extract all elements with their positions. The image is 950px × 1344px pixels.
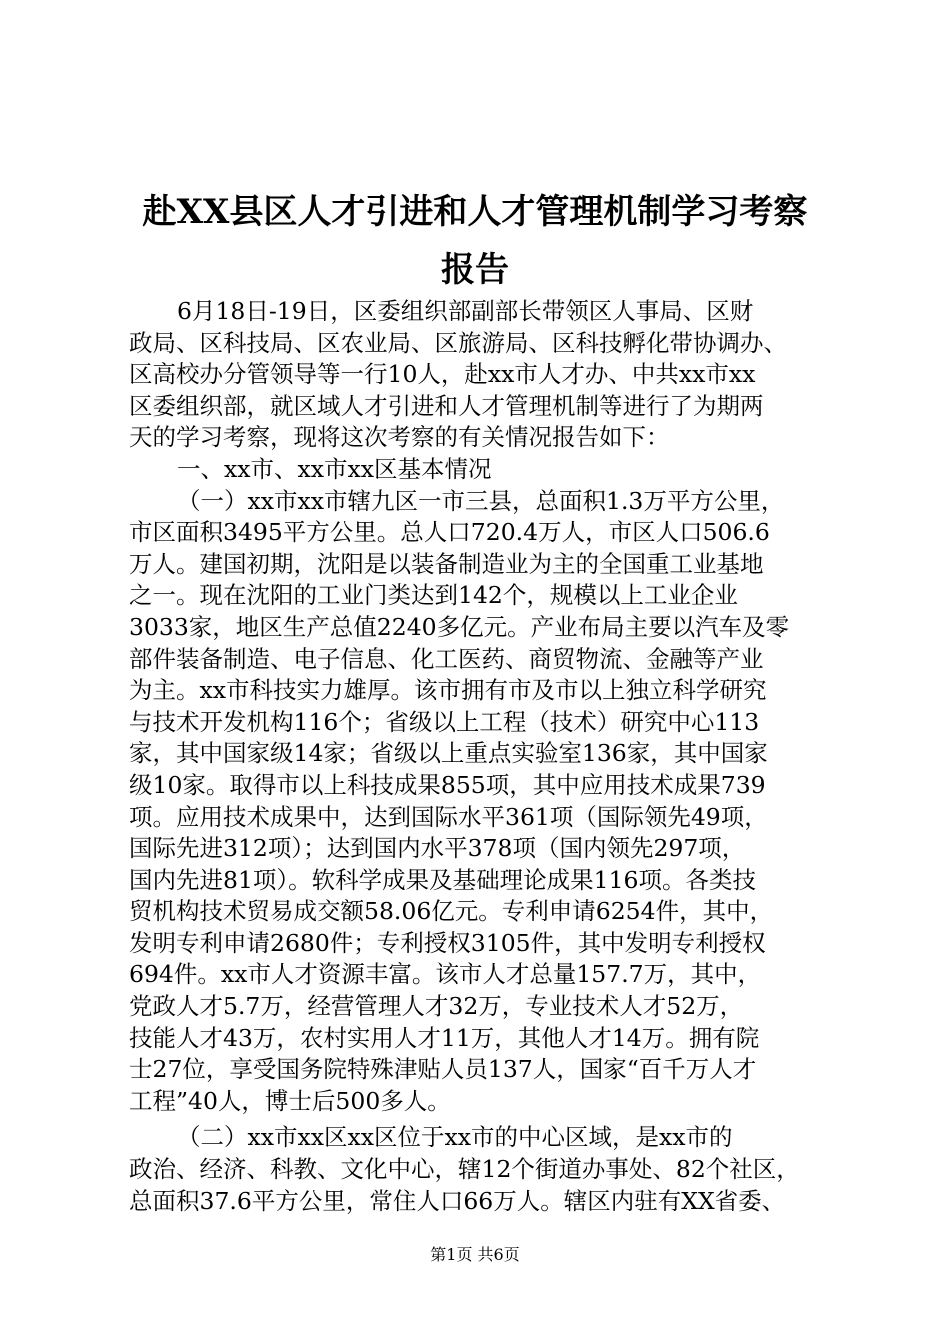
body-line: 贸机构技术贸易成交额58.06亿元。专利申请6254件，其中， — [129, 897, 774, 926]
body-line: 为主。xx市科技实力雄厚。该市拥有市及市以上独立科学研究 — [129, 676, 767, 705]
body-line: 国际先进312项）；达到国内水平378项（国内领先297项， — [129, 834, 746, 863]
body-line: 家，其中国家级14家；省级以上重点实验室136家，其中国家 — [129, 739, 768, 768]
body-line: 万人。建国初期，沈阳是以装备制造业为主的全国重工业基地 — [129, 549, 764, 578]
body-line: 工程”40人，博士后500多人。 — [129, 1086, 451, 1115]
body-line: 之一。现在沈阳的工业门类达到142个，规模以上工业企业 — [129, 581, 738, 610]
body-line: 694件。xx市人才资源丰富。该市人才总量157.7万，其中， — [129, 960, 762, 989]
section-heading: 一、xx市、xx市xx区基本情况 — [177, 454, 492, 483]
body-line: 与技术开发机构116个；省级以上工程（技术）研究中心113 — [129, 707, 760, 736]
body-line: 3033家，地区生产总值2240多亿元。产业布局主要以汽车及零 — [129, 612, 790, 641]
body-line: 政治、经济、科教、文化中心，辖12个街道办事处、82个社区， — [129, 1155, 800, 1184]
body-line: 区委组织部，就区域人才引进和人才管理机制等进行了为期两 — [129, 391, 764, 420]
body-line: （二）xx市xx区xx区位于xx市的中心区域，是xx市的 — [177, 1123, 733, 1152]
body-line: 发明专利申请2680件；专利授权3105件，其中发明专利授权 — [129, 928, 766, 957]
body-line: 天的学习考察，现将这次考察的有关情况报告如下： — [129, 423, 670, 452]
page-footer: 第1页 共6页 — [430, 1245, 520, 1264]
body-line: 国内先进81项）。软科学成果及基础理论成果116项。各类技 — [129, 865, 757, 894]
document-title-line-1: 赴XX县区人才引进和人才管理机制学习考察 — [142, 192, 808, 232]
body-line: 市区面积3495平方公里。总人口720.4万人，市区人口506.6 — [129, 518, 770, 547]
document-body — [129, 296, 841, 1217]
body-line: 党政人才5.7万，经营管理人才32万，专业技术人才52万， — [129, 992, 744, 1021]
body-line: 级10家。取得市以上科技成果855项，其中应用技术成果739 — [129, 770, 766, 799]
document-title-line-2: 报告 — [441, 250, 509, 290]
body-line: （一）xx市xx市辖九区一市三县，总面积1.3万平方公里， — [177, 486, 785, 515]
body-line: 部件装备制造、电子信息、化工医药、商贸物流、金融等产业 — [129, 644, 764, 673]
body-line: 项。应用技术成果中，达到国际水平361项（国际领先49项， — [129, 802, 768, 831]
body-line: 总面积37.6平方公里，常住人口66万人。辖区内驻有XX省委、 — [129, 1186, 786, 1215]
body-line: 区高校办分管领导等一行10人，赴xx市人才办、中共xx市xx — [129, 360, 756, 389]
body-line: 政局、区科技局、区农业局、区旅游局、区科技孵化带协调办、 — [129, 328, 787, 357]
body-line: 士27位，享受国务院特殊津贴人员137人，国家“百千万人才 — [129, 1055, 757, 1084]
body-line: 技能人才43万，农村实用人才11万，其他人才14万。拥有院 — [129, 1023, 760, 1052]
body-line: 6月18日-19日，区委组织部副部长带领区人事局、区财 — [177, 297, 754, 325]
